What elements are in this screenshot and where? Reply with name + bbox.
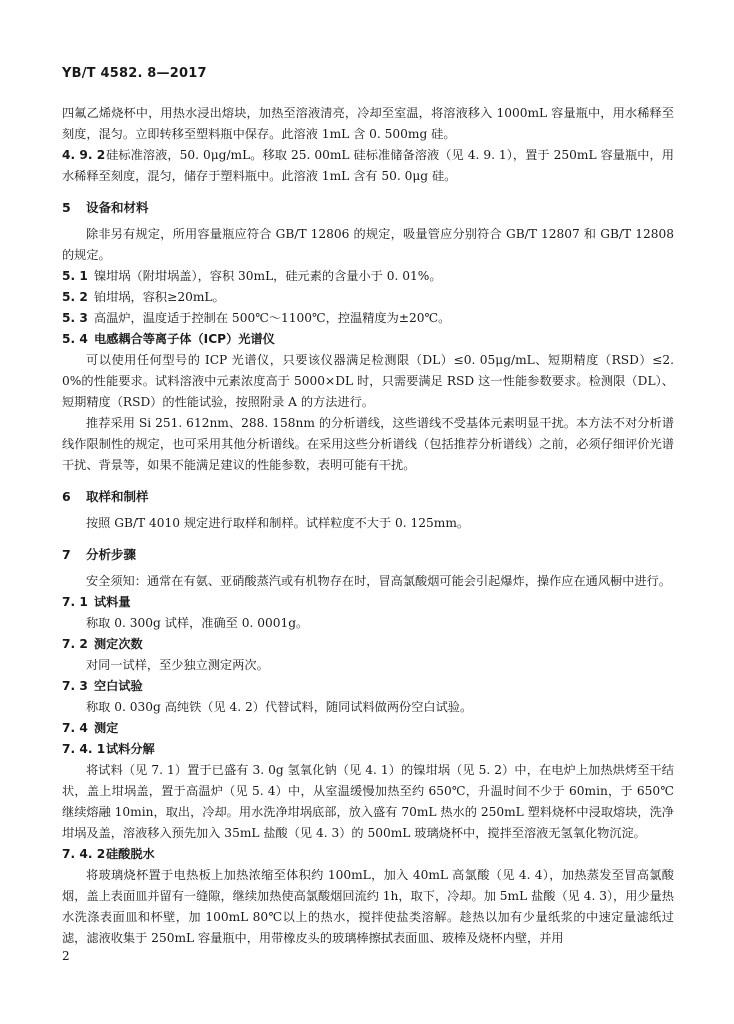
clause-title: 测定次数 [94, 637, 143, 651]
paragraph-5-4-b: 推荐采用 Si 251. 612nm、288. 158nm 的分析谱线，这些谱线不受基体元素明显干扰。本方法不对分析谱线作限制性的规定，也可采用其他分析谱线。在采用这些分析谱线（包括推荐分析谱线）之前，必须仔细评价光谱干扰、背景等，如果不能满足建议的性能参数，表明可能有干扰。 [62, 416, 674, 472]
clause-title: 电感耦合等离子体（ICP）光谱仪 [94, 332, 275, 346]
paragraph-5: 除非另有规定，所用容量瓶应符合 GB/T 12806 的规定，吸量管应分别符合 GB/T 12807 和 GB/T 12808 的规定。 [62, 227, 674, 262]
paragraph-7-1: 称取 0. 300g 试样，准确至 0. 0001g。 [86, 616, 309, 630]
clause-text: 铂坩埚，容积≥20mL。 [94, 290, 225, 304]
clause-7-1-heading [62, 592, 674, 613]
clause-number: 5. 1 [62, 269, 88, 283]
standard-code-header: YB/T 4582. 8—2017 [62, 66, 207, 81]
section-title: 分析步骤 [86, 547, 137, 562]
section-title: 取样和制样 [86, 489, 149, 504]
section-number: 5 [62, 200, 71, 215]
clause-number: 7. 1 [62, 595, 88, 609]
paragraph-6: 按照 GB/T 4010 规定进行取样和制样。试样粒度不大于 0. 125mm。 [86, 516, 470, 530]
clause-number: 5. 3 [62, 311, 88, 325]
clause-number: 7. 2 [62, 637, 88, 651]
clause-4-9-2 [62, 145, 674, 187]
document-body [62, 103, 674, 949]
clause-title: 试料量 [94, 595, 131, 609]
clause-number: 7. 4 [62, 721, 88, 735]
paragraph-7-4-1: 将试料（见 7. 1）置于已盛有 3. 0g 氢氧化钠（见 4. 1）的镍坩埚（见 5. 2）中，在电炉上加热烘烤至干结状，盖上坩埚盖，置于高温炉（见 5. 4）中，从室温缓慢加热至约 650℃，升温时间不少于 60min，于 650℃继续熔融 10min，取出，冷却。用水洗净坩埚底部，放入盛有 70mL 热水的 250mL 塑料烧杯中浸取熔块，洗净坩埚及盖，溶液移入预先加入 35mL 盐酸（见 4. 3）的 500mL 玻璃烧杯中，搅拌至溶液无氢氧化物沉淀。 [62, 763, 674, 840]
clause-7-3-heading [62, 676, 674, 697]
clause-number: 5. 4 [62, 332, 88, 346]
clause-title: 试料分解 [106, 742, 155, 756]
paragraph-7-2: 对同一试样，至少独立测定两次。 [86, 658, 269, 672]
page-number: 2 [62, 949, 70, 963]
clause-number: 4. 9. 2 [62, 148, 106, 162]
clause-title: 测定 [94, 721, 119, 735]
clause-text: 高温炉，温度适于控制在 500℃～1100℃，控温精度为±20℃。 [94, 311, 451, 325]
section-5-heading [62, 197, 674, 218]
clause-7-2-heading [62, 634, 674, 655]
clause-title: 硅酸脱水 [106, 847, 155, 861]
section-number: 7 [62, 547, 71, 562]
clause-number: 7. 3 [62, 679, 88, 693]
clause-5-4-heading [62, 329, 674, 350]
clause-5-3 [62, 308, 674, 329]
paragraph-7-4-2: 将玻璃烧杯置于电热板上加热浓缩至体积约 100mL，加入 40mL 高氯酸（见 4. 4），加热蒸发至冒高氯酸烟，盖上表面皿并留有一缝隙，继续加热使高氯酸烟回流约 1h，取下，冷却。加 5mL 盐酸（见 4. 3），用少量热水洗涤表面皿和杯壁，加 100mL 80℃以上的热水，搅拌使盐类溶解。趁热以加有少量纸浆的中速定量滤纸过滤，滤液收集于 250mL 容量瓶中，用带橡皮头的玻璃棒擦拭表面皿、玻棒及烧杯内壁，并用 [62, 868, 674, 945]
paragraph-5-4-a: 可以使用任何型号的 ICP 光谱仪，只要该仪器满足检测限（DL）≤0. 05μg/mL、短期精度（RSD）≤2. 0%的性能要求。试料溶液中元素浓度高于 5000×DL 时，只需要满足 RSD 这一性能参数要求。检测限（DL）、短期精度（RSD）的性能试验，按照附录 A 的方法进行。 [62, 353, 674, 409]
clause-7-4-heading [62, 718, 674, 739]
clause-7-4-1-heading [62, 739, 674, 760]
clause-title: 空白试验 [94, 679, 143, 693]
clause-text: 镍坩埚（附坩埚盖），容积 30mL，硅元素的含量小于 0. 01%。 [94, 269, 442, 283]
clause-5-2 [62, 287, 674, 308]
section-number: 6 [62, 489, 71, 504]
clause-number: 7. 4. 2 [62, 847, 106, 861]
clause-7-4-2-heading [62, 844, 674, 865]
section-title: 设备和材料 [86, 200, 149, 215]
safety-notice: 安全须知：通常在有氨、亚硝酸蒸汽或有机物存在时，冒高氯酸烟可能会引起爆炸，操作应在通风橱中进行。 [86, 574, 671, 588]
clause-5-1 [62, 266, 674, 287]
section-6-heading [62, 486, 674, 507]
clause-text: 硅标准溶液，50. 0μg/mL。移取 25. 00mL 硅标准储备溶液（见 4. 9. 1），置于 250mL 容量瓶中，用水稀释至刻度，混匀，储存于塑料瓶中。此溶液 1mL 含有 50. 0μg 硅。 [62, 148, 674, 183]
paragraph-continuation: 四氟乙烯烧杯中，用热水浸出熔块，加热至溶液清亮，冷却至室温，将溶液移入 1000mL 容量瓶中，用水稀释至刻度，混匀。立即转移至塑料瓶中保存。此溶液 1mL 含 0. 500mg 硅。 [62, 106, 674, 141]
paragraph-7-3: 称取 0. 030g 高纯铁（见 4. 2）代替试料，随同试料做两份空白试验。 [86, 700, 473, 714]
clause-number: 7. 4. 1 [62, 742, 106, 756]
clause-number: 5. 2 [62, 290, 88, 304]
section-7-heading [62, 544, 674, 565]
